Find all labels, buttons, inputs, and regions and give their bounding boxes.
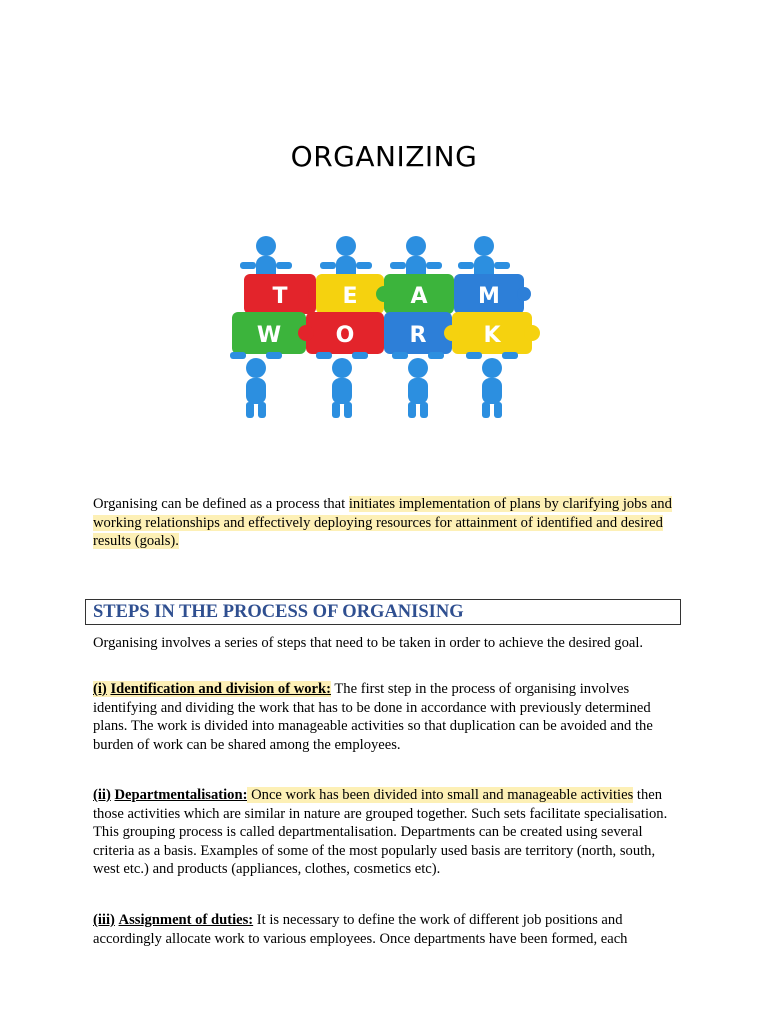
step-3-body: It is necessary to define the work of different job positions and accordingly allocate work to various employees. Once departments have been formed, each <box>93 912 628 947</box>
section-heading: STEPS IN THE PROCESS OF ORGANISING <box>93 602 464 622</box>
bottom-figure-3 <box>392 352 444 418</box>
intro-text: Organising can be defined as a process that <box>93 496 349 512</box>
step-3-heading: Assignment of duties: <box>118 912 254 928</box>
step-1-body: The first step in the process of organising involves identifying and dividing the work that has to be done in accordance with previously determined plans. The work is divided into manageable activities so that duplication can be avoided and the burden of work can be shared among the employees. <box>93 681 653 753</box>
team-work-puzzle-illustration <box>226 232 548 422</box>
puzzle-letter-m: M <box>478 284 500 309</box>
step-3-paragraph <box>93 911 683 948</box>
puzzle-letter-e: E <box>342 284 358 309</box>
step-3-numeral: (iii) <box>93 912 115 928</box>
puzzle-letter-w: W <box>256 323 282 348</box>
step-1-heading: Identification and division of work: <box>110 681 331 697</box>
puzzle-letter-k: K <box>483 323 501 348</box>
step-2-highlight: Once work has been divided into small and manageable activities <box>247 787 634 803</box>
bottom-figure-1 <box>230 352 282 418</box>
puzzle-letter-a: A <box>410 284 428 309</box>
steps-intro-paragraph: Organising involves a series of steps that need to be taken in order to achieve the desired goal. <box>93 635 644 651</box>
step-2-body: then those activities which are similar in nature are grouped together. Such sets facilitate specialisation. This grouping process is called departmentalisation. Departments can be created using several criteria as a basis. Examples of some of the most popularly used basis are territory (north, south, west etc.) and products (appliances, clothes, cosmetics etc). <box>93 787 668 877</box>
intro-highlight: initiates implementation of plans by clarifying jobs and working relationships and effectively deploying resources for attainment of identified and desired results (goals). <box>93 496 672 549</box>
bottom-figure-4 <box>466 352 518 418</box>
puzzle-letter-r: R <box>409 323 427 348</box>
step-2-numeral: (ii) <box>93 787 111 803</box>
page-title: ORGANIZING <box>290 140 478 173</box>
intro-paragraph <box>93 495 683 551</box>
step-2-heading: Departmentalisation: <box>114 787 248 803</box>
step-1-paragraph <box>93 680 683 754</box>
section-heading-box <box>85 599 681 625</box>
step-1-numeral: (i) <box>93 681 107 697</box>
bottom-figure-2 <box>316 352 368 418</box>
puzzle-letter-o: O <box>335 323 355 348</box>
step-2-paragraph <box>93 786 683 879</box>
puzzle-letter-t: T <box>272 284 288 309</box>
